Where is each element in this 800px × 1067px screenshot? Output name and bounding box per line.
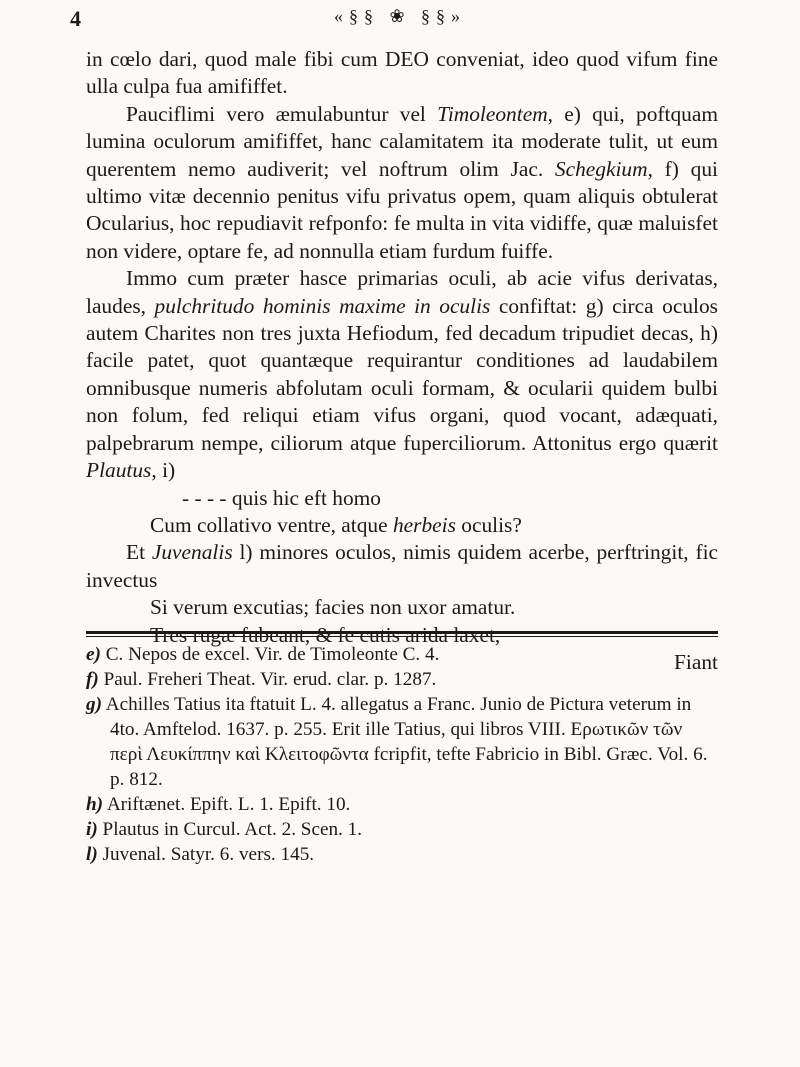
catchword: Fiant <box>674 649 718 674</box>
footnote-mark: h) <box>86 794 104 815</box>
quote-line-1: - - - - quis hic eft homo <box>182 485 382 510</box>
footnote-rule <box>86 631 718 634</box>
p4-text-b: l) minores oculos, nimis quidem acerbe, perftringit, fic invectus <box>86 540 719 592</box>
p3-text-a: Immo cum præter hasce primarias oculi, ab acie vifus derivatas, laudes, <box>86 266 718 318</box>
quote-line-2 <box>86 512 718 539</box>
paragraph-2 <box>86 101 718 265</box>
footnote-text: C. Nepos de excel. Vir. de Timoleonte C. 4. <box>105 644 440 665</box>
footnote-text: Achilles Tatius ita ftatuit L. 4. allegatus a Franc. Junio de Pictura veterum in 4to. Amftelod. 1637. p. 255. Erit ille Tatius, qui libros VIII. Ερωτικῶν τῶν περὶ Λευκίππην καὶ Κλειτοφῶντα fcripfit, tefte Fabricio in Bibl. Græc. Vol. 6. p. 812. <box>105 694 708 790</box>
footnote-text: Plautus in Curcul. Act. 2. Scen. 1. <box>102 819 363 840</box>
header-ornament: «§§ ❀ §§» <box>333 6 467 26</box>
p2-italic-schegk: Schegkium <box>554 156 648 181</box>
paragraph-1: in cœlo dari, quod male fibi cum DEO conveniat, ideo quod vifum fine ulla culpa fua amififfet. <box>86 47 718 99</box>
footnote-text: Paul. Freheri Theat. Vir. erud. clar. p. 1287. <box>103 669 437 690</box>
footnote-l <box>86 842 718 867</box>
quote2-text-b: oculis? <box>455 512 522 537</box>
page-header <box>0 0 800 50</box>
main-text <box>86 46 718 676</box>
footnote-rule-thin <box>86 636 718 637</box>
footnotes <box>86 642 718 867</box>
p4-text-a: Et <box>126 540 152 565</box>
quote2-text-a: Cum collativo ventre, atque <box>150 512 393 537</box>
p2-text-a: Pauciflimi vero æmulabuntur vel <box>126 101 438 126</box>
footnote-e <box>86 642 718 667</box>
page-number: 4 <box>70 6 81 31</box>
footnote-i <box>86 817 718 842</box>
footnote-mark: g) <box>86 694 102 715</box>
footnote-f <box>86 667 718 692</box>
p2-italic-timoleon: Timoleontem <box>437 101 548 126</box>
footnote-g <box>86 692 718 792</box>
footnote-h <box>86 792 718 817</box>
p2-text-b: , e) qui, poftquam lumina oculorum amififfet, hanc calamitatem ita moderate tulit, ut eum querentem nemo audiverit; vel noftrum olim Jac. <box>86 101 719 181</box>
footnote-text: Juvenal. Satyr. 6. vers. 145. <box>102 844 315 865</box>
p3-text-c: , i) <box>151 458 176 483</box>
quote-line-3: Si verum excutias; facies non uxor amatur. <box>150 595 516 620</box>
p2-text-c: , f) qui ultimo vitæ decennio penitus vifu privatus opem, quam aliquis obtulerat Ocularius, hoc repudiavit refponfo: fe multa in vita vidiffe, quæ maluisfet non videre, optare fe, ad nonnulla etiam furdum fuiffe. <box>86 156 718 263</box>
paragraph-4 <box>86 539 718 594</box>
footnote-text: Ariftænet. Epift. L. 1. Epift. 10. <box>106 794 351 815</box>
paragraph-3 <box>86 265 718 484</box>
p3-italic-plautus: Plautus <box>86 458 152 483</box>
p3-text-b: confiftat: g) circa oculos autem Charites non tres juxta Hefiodum, fed decadum tripudiet decas, h) facile patet, quot quantæque requirantur conditiones ad laudabilem omnibusque numeris abfolutam oculi formam, & ocularii quidem bulbi non folum, fed reliqui etiam vifus organi, quod vocant, adæquati, palpebrarum nempe, ciliorum atque fuperciliorum. Attonitus ergo quærit <box>86 293 718 455</box>
quote2-italic: herbeis <box>392 512 456 537</box>
footnote-mark: e) <box>86 644 101 665</box>
p3-italic-pulchritudo: pulchritudo hominis maxime in oculis <box>154 293 491 318</box>
quote-line-4: Tres rugæ fubeant, & fe cutis arida laxet, <box>150 622 501 647</box>
p4-italic-juvenalis: Juvenalis <box>151 540 233 565</box>
footnote-mark: l) <box>86 844 98 865</box>
footnote-mark: i) <box>86 819 98 840</box>
footnote-mark: f) <box>86 669 99 690</box>
